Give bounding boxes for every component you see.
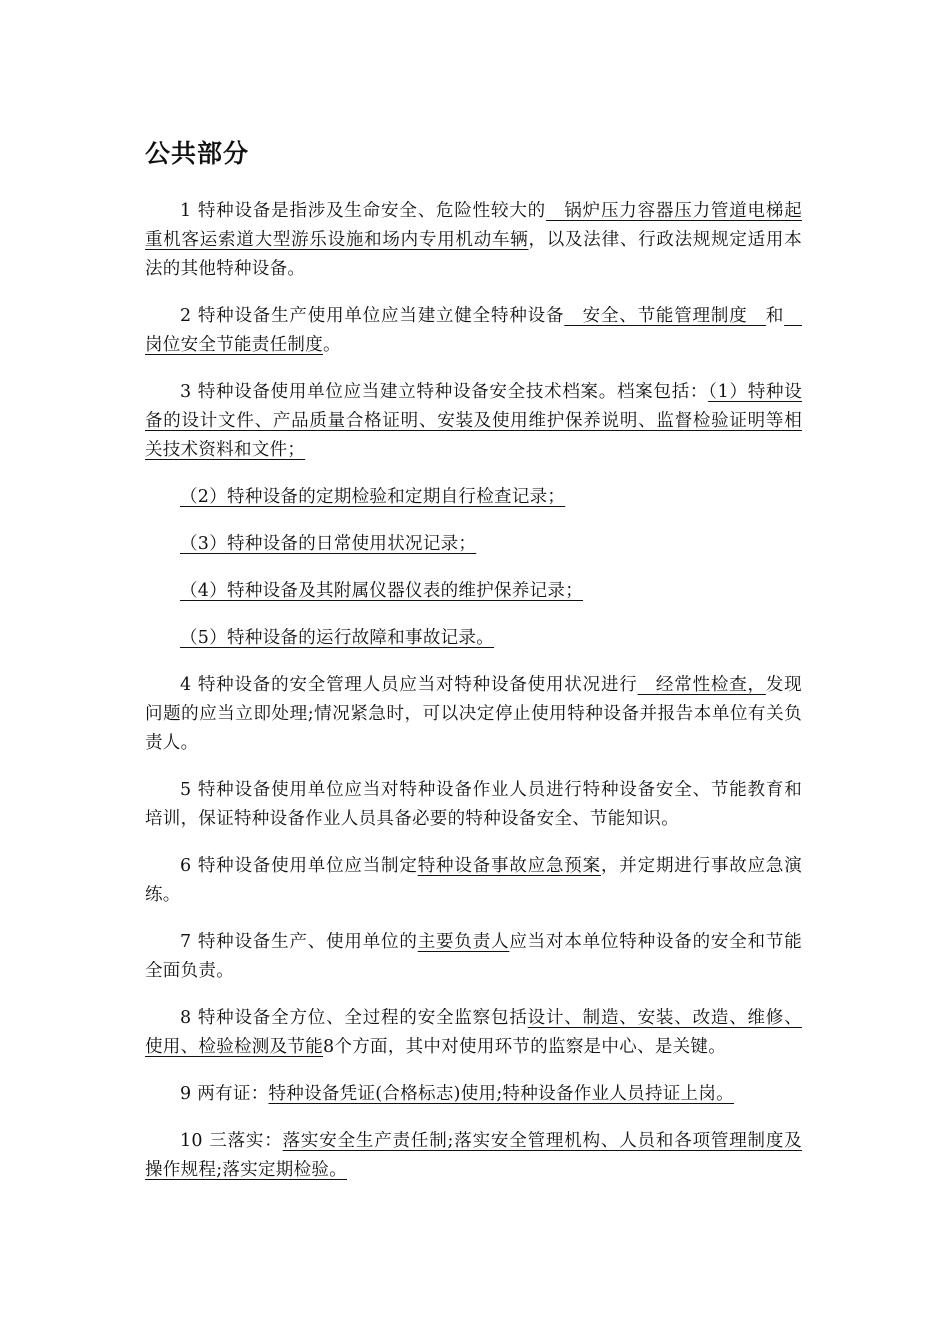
paragraph-6	[145, 577, 802, 606]
paragraph-text: 8个方面，其中对使用环节的监察是中心、是关键。	[323, 1037, 727, 1057]
paragraph-text: 9 两有证：	[180, 1084, 269, 1104]
paragraph-text: ，并定期进行事故应急演练。	[145, 856, 803, 905]
paragraph-text: 6 特种设备使用单位应当制定	[180, 856, 418, 876]
section-heading: 公共部分	[145, 139, 250, 168]
paragraph-11	[145, 928, 802, 986]
paragraph-1	[145, 197, 802, 284]
paragraph-13	[145, 1080, 802, 1109]
underlined-answer: 主要负责人	[417, 932, 510, 952]
underlined-answer: 经常性检查，	[637, 675, 766, 695]
paragraph-text: 1 特种设备是指涉及生命安全、危险性较大的	[180, 201, 546, 221]
paragraph-text: 3 特种设备使用单位应当建立特种设备安全技术档案。档案包括：	[180, 382, 709, 402]
paragraph-text: 7 特种设备生产、使用单位的	[180, 932, 418, 952]
underlined-answer: （1）特种设备的设计文件、产品质量合格证明、安装及使用维护保养说明、监督检验证明等相关技术资料和文件；	[145, 382, 802, 460]
underlined-answer: 锅炉压力容器压力管道电梯起重机客运索道大型游乐设施和场内专用机动车辆	[145, 201, 802, 250]
underlined-answer: 落实安全生产责任制;落实安全管理机构、人员和各项管理制度及操作规程;落实定期检验。	[145, 1131, 802, 1180]
paragraph-text: 4 特种设备的安全管理人员应当对特种设备使用状况进行	[180, 675, 638, 695]
paragraph-7	[145, 624, 802, 653]
paragraph-5	[145, 530, 802, 559]
paragraph-4	[145, 483, 802, 512]
underlined-answer: 设计、制造、安装、改造、维修、使用、检验检测及节能	[145, 1008, 802, 1057]
paragraph-text: 5 特种设备使用单位应当对特种设备作业人员进行特种设备安全、节能教育和培训，保证特种设备作业人员具备必要的特种设备安全、节能知识。	[145, 780, 802, 829]
paragraph-10	[145, 852, 802, 910]
paragraph-text: 应当对本单位特种设备的安全和节能全面负责。	[145, 932, 802, 981]
underlined-answer: 岗位安全节能责任制度	[145, 306, 802, 355]
underlined-answer: （5）特种设备的运行故障和事故记录。	[180, 628, 495, 648]
paragraph-12	[145, 1004, 802, 1062]
paragraph-8	[145, 671, 802, 758]
paragraph-14	[145, 1127, 802, 1185]
paragraph-text: 和	[765, 306, 785, 326]
paragraph-9	[145, 776, 802, 834]
paragraph-3	[145, 378, 802, 465]
underlined-answer: 安全、节能管理制度	[564, 306, 766, 326]
paragraph-text: 2 特种设备生产使用单位应当建立健全特种设备	[180, 306, 565, 326]
paragraph-text: 。	[323, 335, 341, 355]
document-body	[145, 197, 802, 1203]
paragraph-2	[145, 302, 802, 360]
underlined-answer: 特种设备事故应急预案	[417, 856, 601, 876]
paragraph-text: 8 特种设备全方位、全过程的安全监察包括	[180, 1008, 528, 1028]
underlined-answer: （2）特种设备的定期检验和定期自行检查记录；	[180, 487, 566, 507]
underlined-answer: （4）特种设备及其附属仪器仪表的维护保养记录；	[180, 581, 584, 601]
paragraph-text: 10 三落实：	[180, 1131, 283, 1151]
underlined-answer: 特种设备凭证(合格标志)使用;特种设备作业人员持证上岗。	[268, 1084, 734, 1104]
paragraph-text: ，以及法律、行政法规规定适用本法的其他特种设备。	[145, 230, 802, 279]
underlined-answer: （3）特种设备的日常使用状况记录；	[180, 534, 477, 554]
paragraph-text: 发现问题的应当立即处理;情况紧急时，可以决定停止使用特种设备并报告本单位有关负责人。	[145, 675, 802, 753]
